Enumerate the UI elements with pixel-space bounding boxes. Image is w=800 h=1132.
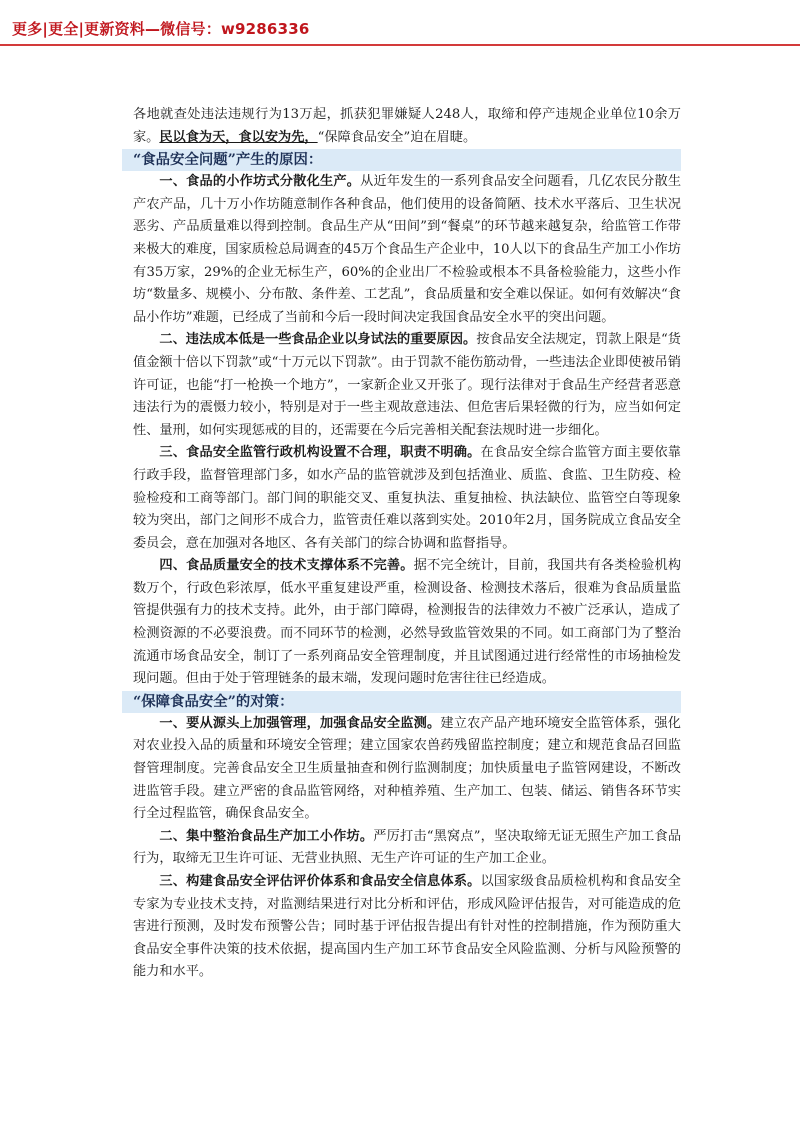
- measure-paragraph: [133, 826, 681, 871]
- header-divider: [0, 44, 800, 46]
- watermark-text: 更多|更全|更新资料—微信号：w9286336: [12, 20, 310, 38]
- measure-title: 三、构建食品安全评估评价体系和食品安全信息体系。: [159, 874, 481, 889]
- cause-paragraph: [133, 329, 681, 442]
- cause-text: 按食品安全法规定，罚款上限是“货值金额十倍以下罚款”或“十万元以下罚款”。由于罚款不能伤筋动骨，一些违法企业即使被吊销许可证，也能“打一枪换一个地方”，一家新企业又开张了。现行法律对于食品生产经营者恶意违法行为的震慑力较小，特别是对于一些主观故意违法、但危害后果轻微的行为，应当如何定性、量刑，如何实现惩戒的目的，还需要在今后完善相关配套法规时进一步细化。: [133, 332, 681, 438]
- cause-title: 三、食品安全监管行政机构设置不合理，职责不明确。: [159, 445, 481, 461]
- measure-paragraph: [133, 713, 681, 826]
- page-header: [0, 0, 800, 48]
- cause-title: 四、食品质量安全的技术支撑体系不完善。: [159, 558, 414, 574]
- cause-paragraph: [133, 442, 681, 555]
- causes-heading: “食品安全问题”产生的原因：: [122, 149, 681, 171]
- cause-text: 在食品安全综合监管方面主要依靠行政手段，监督管理部门多，如水产品的监管就涉及到包括渔业、质监、食监、卫生防疫、检验检疫和工商等部门。部门间的职能交叉、重复执法、重复抽检、执法缺位、监管空白等现象较为突出，部门之间形不成合力，监管责任难以落到实处。2010年2月，国务院成立食品安全委员会，意在加强对各地区、各有关部门的综合协调和监督指导。: [133, 445, 681, 551]
- measure-text: 建立农产品产地环境安全监管体系，强化对农业投入品的质量和环境安全管理；建立国家农兽药残留监控制度；建立和规范食品召回监督管理制度。完善食品安全卫生质量抽查和例行监测制度；加快质量电子监管网建设，不断改进监管手段。建立严密的食品监管网络，对种植养殖、生产加工、包装、储运、销售各环节实行全过程监管，确保食品安全。: [133, 715, 681, 822]
- measure-text: 以国家级食品质检机构和食品安全专家为专业技术支持，对监测结果进行对比分析和评估，形成风险评估报告，对可能造成的危害进行预测，及时发布预警公告；同时基于评估报告提出有针对性的控制措施，作为预防重大食品安全事件决策的技术依据，提高国内生产加工环节食品安全风险监测、分析与风险预警的能力和水平。: [133, 874, 681, 980]
- cause-paragraph: [133, 555, 681, 691]
- cause-text: 从近年发生的一系列食品安全问题看，几亿农民分散生产农产品，几十万小作坊随意制作各种食品，他们使用的设备简陋、技术水平落后、卫生状况恶劣、产品质量难以得到控制。食品生产从“田间”到“餐桌”的环节越来越复杂，给监管工作带来极大的难度，国家质检总局调查的45万个食品生产企业中，10人以下的食品生产加工小作坊有35万家，29%的企业无标生产，60%的企业出厂不检验或根本不具备检验能力，这些小作坊“数量多、规模小、分布散、条件差、工艺乱”，食品质量和安全难以保证。如何有效解决“食品小作坊”难题，已经成了当前和今后一段时间决定我国食品安全水平的突出问题。: [133, 174, 682, 325]
- measure-text: 严厉打击“黑窝点”，坚决取缔无证无照生产加工食品行为，取缔无卫生许可证、无营业执照、无生产许可证的生产加工企业。: [133, 828, 682, 867]
- intro-quote: “保障食品安全”迫在眉睫。: [317, 129, 477, 145]
- measure-paragraph: [133, 871, 681, 984]
- measure-title: 一、要从源头上加强管理，加强食品安全监测。: [159, 715, 441, 731]
- cause-text: 据不完全统计，目前，我国共有各类检验机构数万个，行政色彩浓厚，低水平重复建设严重，检测设备、检测技术落后，很难为食品质量监管提供强有力的技术支持。此外，由于部门障碍，检测报告的法律效力不被广泛承认，造成了检测资源的不必要浪费。而不同环节的检测，必然导致监管效果的不同。如工商部门为了整治流通市场食品安全，制订了一系列商品安全管理制度，并且试图通过进行经常性的市场抽检发现问题。但由于处于管理链条的最末端，发现问题时危害往往已经造成。: [133, 558, 682, 687]
- measures-heading: “保障食品安全”的对策：: [122, 691, 681, 713]
- intro-text: 各地就查处违法违规行为13万起，抓获犯罪嫌疑人248人，取缔和停产违规企业单位10余万家。: [133, 107, 681, 145]
- intro-paragraph: [133, 104, 681, 149]
- cause-title: 二、违法成本低是一些食品企业以身试法的重要原因。: [159, 332, 477, 348]
- cause-paragraph: [133, 171, 681, 329]
- measure-title: 二、集中整治食品生产加工小作坊。: [159, 828, 374, 844]
- cause-title: 一、食品的小作坊式分散化生产。: [159, 174, 361, 190]
- document-body: [133, 104, 681, 984]
- intro-emphasis: 民以食为天，食以安为先，: [159, 129, 318, 145]
